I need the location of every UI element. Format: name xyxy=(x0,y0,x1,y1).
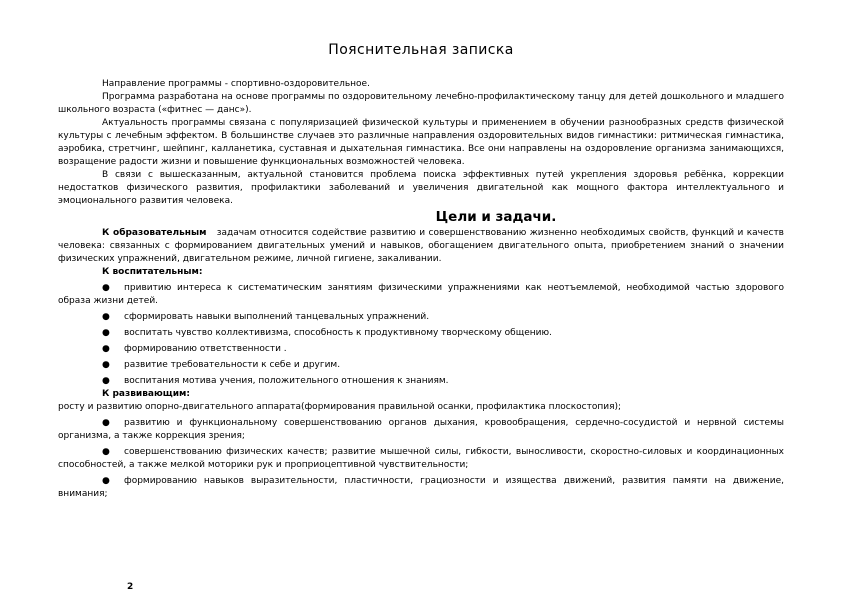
list-item-text: воспитать чувство коллективизма, способность к продуктивному творческому общению. xyxy=(124,328,552,338)
bullet-icon: ● xyxy=(102,476,110,486)
page-number: 2 xyxy=(127,582,134,592)
page-title: Пояснительная записка xyxy=(328,42,514,58)
list-item xyxy=(58,475,784,501)
intro-basis: Программа разработана на основе программы по оздоровительному лечебно-профилактическому танцу для детей дошкольного и младшего школьного возраста («фитнес — данс»). xyxy=(58,92,784,115)
goals-heading: Цели и задачи. xyxy=(435,209,557,225)
list-item-text: формированию ответственности . xyxy=(124,344,287,354)
list-item xyxy=(58,343,784,356)
bullet-icon: ● xyxy=(102,447,110,457)
intro-direction: Направление программы - спортивно-оздоровительное. xyxy=(102,79,370,89)
developing-lead: росту и развитию опорно-двигательного аппарата(формирования правильной осанки, профилактика плоскостопия); xyxy=(58,402,622,412)
bullet-icon: ● xyxy=(102,312,110,322)
educational-text: задачам относится содействие развитию и совершенствованию жизненно необходимых свойств, функций и качеств человека: связанных с формированием двигательных умений и навыков, обогащением двигательного опыта, приобретением знаний о значении физических упражнений, двигательном режиме, личной гигиене, закаливании. xyxy=(58,228,784,264)
list-item xyxy=(58,359,784,372)
list-item-text: привитию интереса к систематическим занятиям физическими упражнениями как неотъемлемой, необходимой частью здорового образа жизни детей. xyxy=(58,283,784,306)
bullet-icon: ● xyxy=(102,344,110,354)
list-item-text: совершенствованию физических качеств; развитие мышечной силы, гибкости, выносливости, скоростно-силовых и координационных способностей, а также мелкой моторики рук и проприоцептивной чувствительности; xyxy=(58,447,784,470)
bullet-icon: ● xyxy=(102,360,110,370)
developing-label: К развивающим: xyxy=(102,389,190,399)
list-item xyxy=(58,282,784,308)
list-item-text: развитие требовательности к себе и другим. xyxy=(124,360,341,370)
list-item-text: сформировать навыки выполнений танцевальных упражнений. xyxy=(124,312,430,322)
list-item xyxy=(58,417,784,443)
upbringing-label: К воспитательным: xyxy=(102,267,203,277)
bullet-icon: ● xyxy=(102,376,110,386)
list-item xyxy=(58,311,784,324)
intro-relevance: Актуальность программы связана с популяризацией физической культуры и применением в обучении разнообразных средств физической культуры с лечебным эффектом. В большинстве случаев это различные направления оздоровительных видов гимнастики: ритмическая гимнастика, аэробика, стретчинг, шейпинг, калланетика, суставная и дыхательная гимнастика. Все они направлены на оздоровление организма занимающихся, возращение радости жизни и повышение функциональных возможностей человека. xyxy=(58,118,784,167)
list-item xyxy=(58,446,784,472)
list-item xyxy=(58,327,784,340)
intro-problem: В связи с вышесказанным, актуальной становится проблема поиска эффективных путей укрепления здоровья ребёнка, коррекции недостатков физического развития, профилактики заболеваний и увеличения двигательной как мощного фактора интеллектуального и эмоционального развития человека. xyxy=(58,170,784,206)
list-item xyxy=(58,375,784,388)
bullet-icon: ● xyxy=(102,328,110,338)
document-body xyxy=(58,78,784,501)
bullet-icon: ● xyxy=(102,418,110,428)
list-item-text: воспитания мотива учения, положительного отношения к знаниям. xyxy=(124,376,449,386)
list-item-text: развитию и функциональному совершенствованию органов дыхания, кровообращения, сердечно-сосудистой и нервной системы организма, а также коррекция зрения; xyxy=(58,418,784,441)
list-item-text: формированию навыков выразительности, пластичности, грациозности и изящества движений, развития памяти на движение, внимания; xyxy=(58,476,784,499)
bullet-icon: ● xyxy=(102,283,110,293)
educational-label: К образовательным xyxy=(102,228,207,238)
educational-paragraph xyxy=(58,227,784,266)
